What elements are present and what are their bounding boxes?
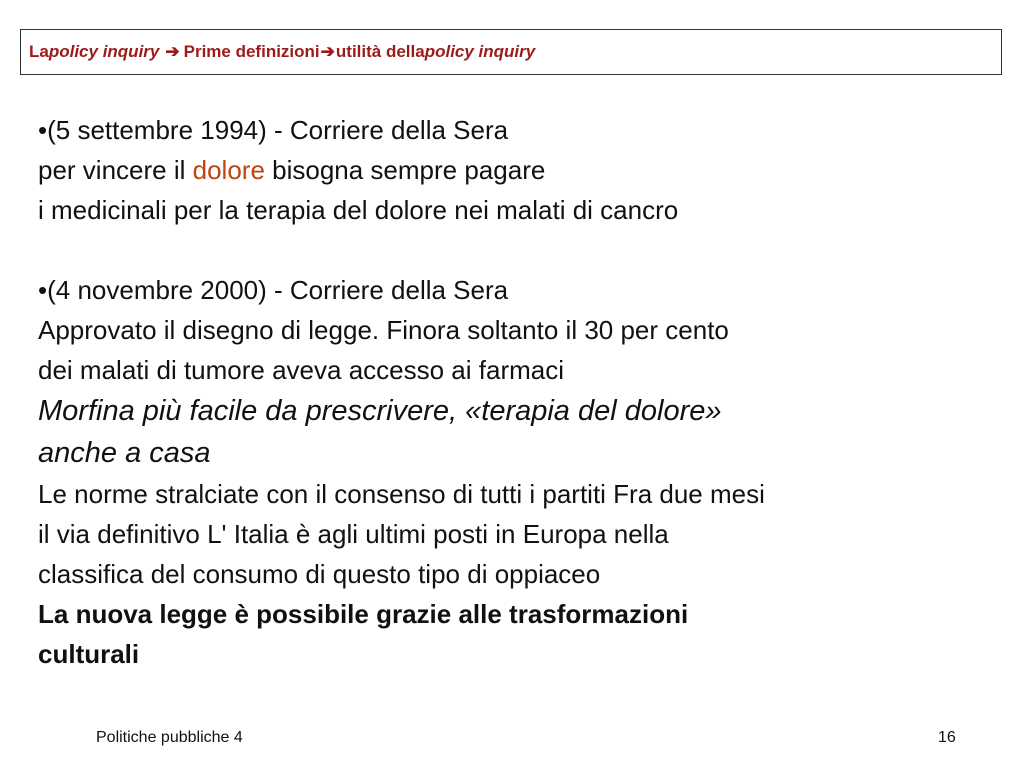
entry1-line-2-after: bisogna sempre pagare — [264, 155, 546, 185]
title-part-3: Prime definizioni — [183, 42, 320, 61]
entry1-line-2 — [38, 150, 1008, 190]
entry2-italic-line-2: anche a casa — [38, 437, 211, 469]
entry2-line-3: dei malati di tumore aveva accesso ai farmaci — [38, 355, 565, 385]
entry1-accent-word: dolore — [192, 155, 265, 185]
entry2-bold-line-1: La nuova legge è possibile grazie alle trasformazioni — [38, 599, 689, 629]
title-part-4: utilità della — [335, 42, 425, 61]
footer-page-number: 16 — [938, 729, 956, 746]
title-part-2: policy inquiry — [48, 42, 160, 61]
entry2-line-6: classifica del consumo di questo tipo di oppiaceo — [38, 559, 601, 589]
entry2-line-2: Approvato il disegno di legge. Finora soltanto il 30 per cento — [38, 315, 729, 345]
title-part-5: policy inquiry — [424, 42, 536, 61]
arrow-right-icon: ➔ — [165, 42, 180, 61]
slide-body — [38, 110, 1008, 674]
footer-course-name: Politiche pubbliche 4 — [96, 729, 243, 746]
entry2-line-5: il via definitivo L' Italia è agli ultimi posti in Europa nella — [38, 519, 669, 549]
spacer — [38, 230, 1008, 270]
entry1-line-2-before: per vincere il — [38, 155, 193, 185]
slide-title — [20, 29, 1002, 75]
entry2-bold-line-2: culturali — [38, 639, 140, 669]
entry2-italic-line-1: Morfina più facile da prescrivere, «terapia del dolore» — [38, 395, 722, 427]
entry1-date-line: •(5 settembre 1994) - Corriere della Sera — [38, 115, 509, 145]
entry2-line-4: Le norme stralciate con il consenso di tutti i partiti Fra due mesi — [38, 479, 765, 509]
entry2-date-line: •(4 novembre 2000) - Corriere della Sera — [38, 275, 509, 305]
title-part-1: La — [29, 42, 49, 61]
arrow-right-icon-2: ➔ — [320, 42, 335, 61]
entry1-line-3: i medicinali per la terapia del dolore nei malati di cancro — [38, 195, 679, 225]
